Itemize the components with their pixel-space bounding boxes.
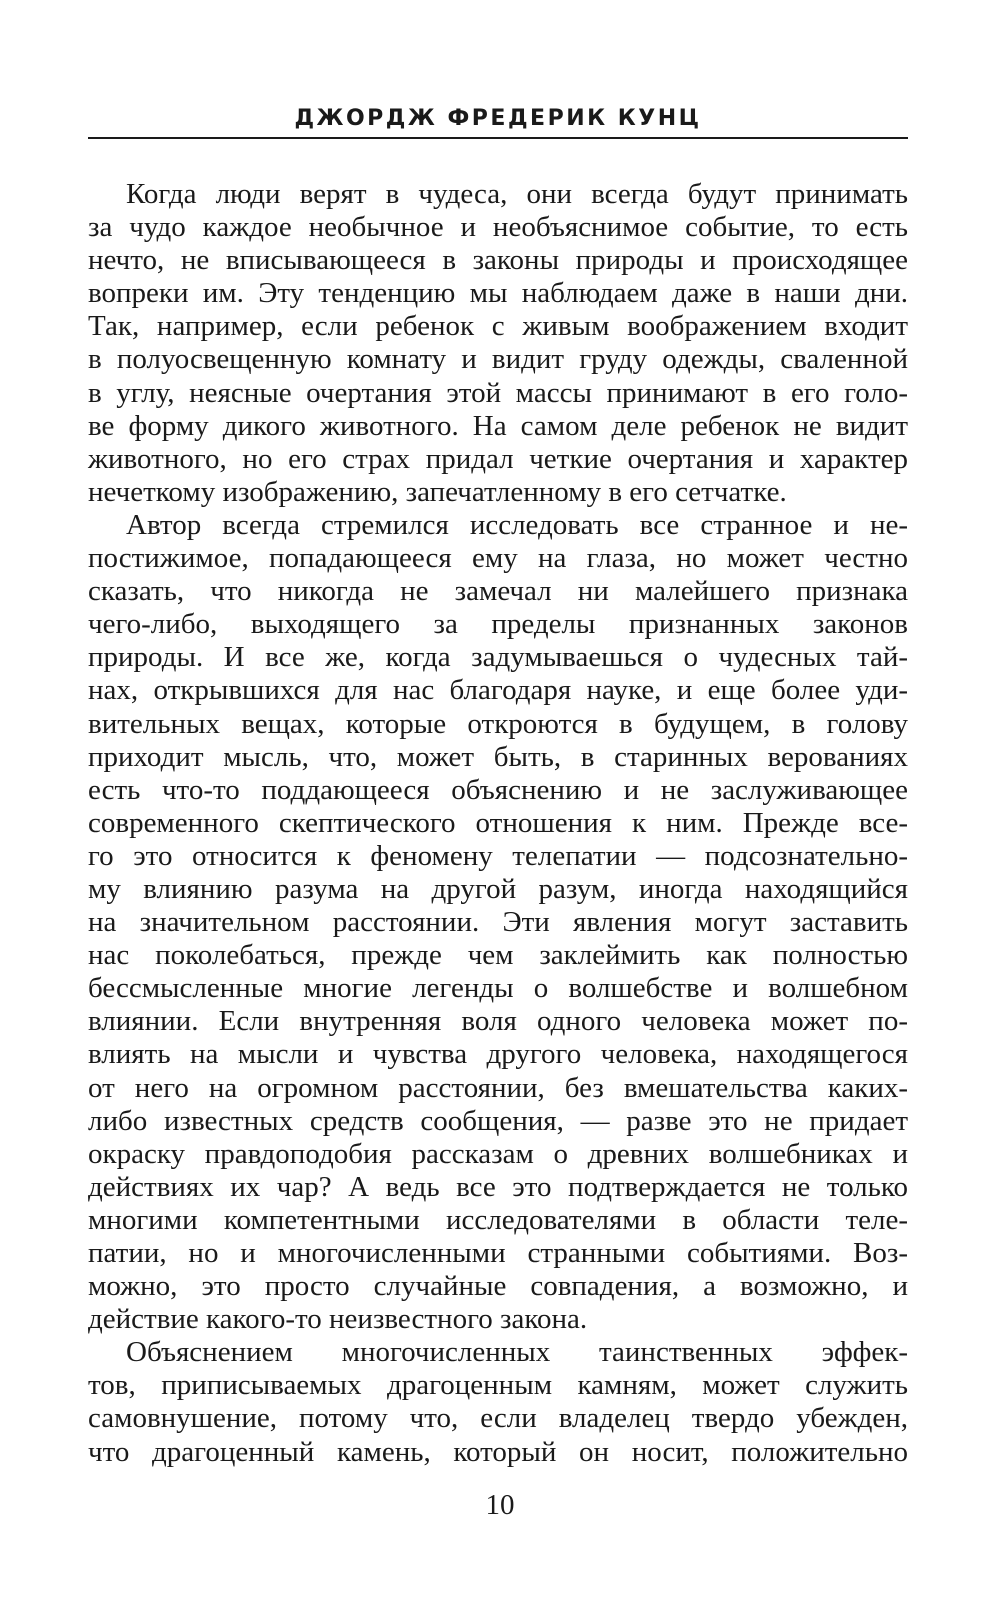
- text-line: в полуосвещенную комнату и видит груду одежды, сваленной: [88, 343, 908, 376]
- text-line: бессмысленные многие легенды о волшебстве и волшебном: [88, 972, 908, 1005]
- text-line: самовнушение, потому что, если владелец твердо убежден,: [88, 1402, 908, 1435]
- text-line: приходит мысль, что, может быть, в старинных верованиях: [88, 740, 908, 773]
- text-line: вопреки им. Эту тенденцию мы наблюдаем даже в наши дни.: [88, 277, 908, 310]
- text-line: многими компетентными исследователями в области теле-: [88, 1203, 908, 1236]
- text-line: животного, но его страх придал четкие очертания и характер: [88, 442, 908, 475]
- text-line: что драгоценный камень, который он носит, положительно: [88, 1435, 908, 1468]
- text-line: тов, приписываемых драгоценным камням, может служить: [88, 1369, 908, 1402]
- page-number: 10: [485, 1489, 515, 1521]
- text-line: нах, открывшихся для нас благодаря науке, и еще более уди-: [88, 674, 908, 707]
- text-line: окраску правдоподобия рассказам о древних волшебниках и: [88, 1137, 908, 1170]
- text-line: сказать, что никогда не замечал ни малейшего признака: [88, 575, 908, 608]
- text-line: либо известных средств сообщения, — разве это не придает: [88, 1104, 908, 1137]
- text-line: от него на огромном расстоянии, без вмешательства каких-: [88, 1071, 908, 1104]
- text-line: нечто, не вписывающееся в законы природы и происходящее: [88, 244, 908, 277]
- running-head: ДЖОРДЖ ФРЕДЕРИК КУНЦ: [294, 106, 702, 131]
- text-line: действиях их чар? А ведь все это подтверждается не только: [88, 1170, 908, 1203]
- text-line: современного скептического отношения к ним. Прежде все-: [88, 806, 908, 839]
- text-line: на значительном расстоянии. Эти явления могут заставить: [88, 906, 908, 939]
- text-line: вительных вещах, которые откроются в будущем, в голову: [88, 707, 908, 740]
- text-line: нечеткому изображению, запечатленному в его сетчатке.: [88, 475, 787, 508]
- text-line: в углу, неясные очертания этой массы принимают в его голо-: [88, 376, 908, 409]
- text-line: постижимое, попадающееся ему на глаза, но может честно: [88, 542, 908, 575]
- text-line: патии, но и многочисленными странными событиями. Воз-: [88, 1237, 908, 1269]
- text-line: чего-либо, выходящего за пределы признанных законов: [88, 608, 908, 641]
- header-rule: [88, 137, 908, 139]
- paragraph-2: [88, 509, 908, 1336]
- text-line: влиять на мысли и чувства другого человека, находящегося: [88, 1038, 908, 1071]
- text-line: можно, это просто случайные совпадения, а возможно, и: [88, 1270, 908, 1303]
- text-line: природы. И все же, когда задумываешься о чудесных тай-: [88, 641, 908, 674]
- text-line: ве форму дикого животного. На самом деле ребенок не видит: [88, 409, 908, 442]
- text-line: Когда люди верят в чудеса, они всегда будут принимать: [126, 178, 908, 210]
- text-line: влиянии. Если внутренняя воля одного человека может по-: [88, 1005, 908, 1038]
- text-line: Так, например, если ребенок с живым воображением входит: [88, 310, 908, 343]
- text-line: нас поколебаться, прежде чем заклеймить как полностью: [88, 939, 908, 972]
- text-line: за чудо каждое необычное и необъяснимое событие, то есть: [88, 211, 908, 244]
- text-line: Автор всегда стремился исследовать все странное и не-: [126, 508, 908, 541]
- text-line: го это относится к феномену телепатии — подсознательно-: [88, 839, 908, 872]
- paragraph-1: [88, 178, 908, 509]
- page-body: [88, 178, 908, 1469]
- text-line: действие какого-то неизвестного закона.: [88, 1303, 588, 1336]
- text-line: есть что-то поддающееся объяснению и не заслуживающее: [88, 773, 908, 806]
- paragraph-3: [88, 1336, 908, 1468]
- text-line: му влиянию разума на другой разум, иногда находящийся: [88, 872, 908, 905]
- text-line: Объяснением многочисленных таинственных эффек-: [126, 1336, 908, 1369]
